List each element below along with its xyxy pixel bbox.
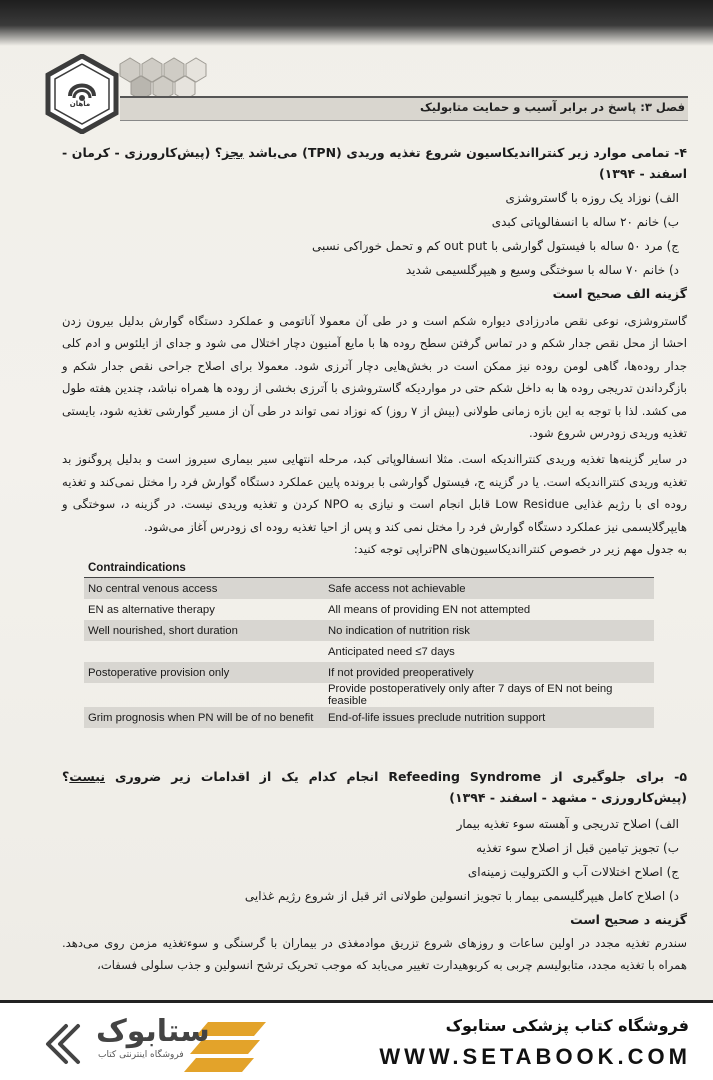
option-c: ج) اصلاح اختلالات آب و الکترولیت زمینه‌ای xyxy=(467,865,679,879)
question-5 xyxy=(62,766,687,977)
table-intro: به جدول مهم زیر در خصوص کنترااندیکاسیون‌های PNتراپی توجه کنید: xyxy=(353,542,687,557)
page-edge-shadow xyxy=(0,0,713,46)
question-4-title: ۴- تمامی موارد زیر کنترااندیکاسیون شروع تغذیه وریدی (TPN) می‌باشد بجز؟ (پیش‌کارورزی - کرمان - اسفند - ۱۳۹۴) xyxy=(62,145,687,181)
option-c: ج) مرد ۵۰ ساله با فیستول گوارشی با out put کم و تحمل خوراکی نسبی xyxy=(312,239,679,253)
option-d: د) خانم ۷۰ ساله با سوختگی وسیع و هیپرگلسیمی شدید xyxy=(405,263,679,277)
option-d: د) اصلاح کامل هیپرگلیسمی بیمار با تجویز انسولین طولانی اثر قبل از شروع رژیم غذایی xyxy=(244,889,679,903)
question-4-options xyxy=(62,186,687,282)
contraindication-cell: Well nourished, short duration xyxy=(84,620,324,641)
condition-cell: Provide postoperatively only after 7 days of EN not being feasible xyxy=(328,683,613,707)
explanation-paragraph: گاستروشزی، نوعی نقص مادرزادی دیواره شکم است و در طی آن معمولا آناتومی و عملکرد دستگاه گوارش بدلیل بیرون زدن احشا از محل نقص جدار شکم و در تماس گرفتن سطح روده ها با مایع آمنیون دچار اختلال می شود و جدای از ایلئوس و ادم کلی جدار روده‌ها، گاهی لومن روده نیز ممکن است در بخش‌هایی دچار آترزی شود. معمولا برای اصلاح جراحی نقص جدار شکم و بازگرداندن تدریجی روده ها به داخل شکم حتی در مواردیکه گاستروشزی با آترزی بخشی از روده ها همراه نباشد، چندین هفته طول می کشد. لذا با توجه به این بازه زمانی طولانی (بیش از ۷ روز) که نوزاد نمی تواند در طی آن از مسیر گوارشی تغذیه شود، بایستی تغذیه وریدی زودرس شروع شود. xyxy=(62,314,687,441)
condition-cell: Safe access not achievable xyxy=(324,578,654,600)
chapter-title: فصل ۳: پاسخ در برابر آسیب و حمایت متابولیک xyxy=(420,100,685,114)
table-row xyxy=(84,620,654,641)
table-row xyxy=(84,578,654,600)
store-footer-banner xyxy=(0,1000,713,1080)
contraindications-table xyxy=(84,560,654,728)
option-b: ب) تجویز تیامین قبل از اصلاح سوء تغذیه xyxy=(476,841,679,855)
question-5-options xyxy=(62,812,687,908)
table-row xyxy=(84,641,654,662)
contraindication-cell: EN as alternative therapy xyxy=(88,603,215,616)
table-row xyxy=(84,599,654,620)
condition-cell: End-of-life issues preclude nutrition support xyxy=(324,707,654,728)
condition-cell: No indication of nutrition risk xyxy=(324,620,654,641)
question-5-title: ۵- برای جلوگیری از Refeeding Syndrome انجام کدام یک از اقدامات زیر ضروری نیست؟ (پیش‌کارورزی - مشهد - اسفند - ۱۳۹۴) xyxy=(62,769,688,805)
footer-divider xyxy=(0,1000,713,1003)
condition-cell: If not provided preoperatively xyxy=(324,662,654,683)
mahan-hexagon-logo xyxy=(42,54,122,134)
question-4 xyxy=(62,142,687,560)
contraindication-cell: No central venous access xyxy=(84,578,324,600)
table-row xyxy=(84,683,654,707)
condition-cell: Anticipated need ≤7 days xyxy=(328,645,455,658)
contraindication-cell xyxy=(84,683,324,707)
question-5-underlined-word: نیست xyxy=(69,769,106,784)
store-title: فروشگاه کتاب پزشکی ستابوک xyxy=(445,1016,689,1035)
table-row xyxy=(84,707,654,728)
contraindication-cell xyxy=(84,641,324,662)
question-5-answer: گزینه د صحیح است xyxy=(570,912,687,927)
question-4-answer: گزینه الف صحیح است xyxy=(552,286,687,301)
condition-cell: All means of providing EN not attempted xyxy=(328,603,531,616)
question-4-underlined-word: بجز xyxy=(222,145,244,160)
table-header-row xyxy=(84,560,654,578)
option-a: الف) اصلاح تدریجی و آهسته سوء تغذیه بیمار xyxy=(456,817,679,831)
table-header: Contraindications xyxy=(84,560,654,578)
explanation-paragraph: در سایر گزینه‌ها تغذیه وریدی کنترااندیکه است. مثلا انسفالوپاتی کبد، مرحله انتهایی سیر بیماری سیروز است و بدلیل پروگنوز بد تغذیه وریدی کنترااندیکه است. یا در گزینه ج، فیستول گوارشی با برونده پایین عملکرد دستگاه گوارش فرد را مختل نمی‌کند و تغذیه روده ای با رژیم غذایی Low Residue قابل انجام است و نیازی به NPO کردن و تغذیه وریدی نیست. در گزینه د، سوختگی و هایپرگلایسمی نیز عملکرد دستگاه گوارش فرد را مختل نمی کند و پس از احیا تغذیه روده ای زودرس آغاز می‌شود. xyxy=(62,452,687,534)
logo-caption: ماهان xyxy=(69,100,91,108)
table-body xyxy=(84,578,654,729)
option-b: ب) خانم ۲۰ ساله با انسفالوپاتی کبدی xyxy=(491,215,679,229)
brand-name: ستابوک xyxy=(96,1014,210,1049)
explanation-paragraph: سندرم تغذیه مجدد در اولین ساعات و روزهای شروع تزریق موادمغذی در بیماران با گرسنگی و سوءتغذیه مزمن روی می‌دهد. همراه با تغذیه مجدد، متابولیسم چربی به کربوهیدارت تغییر می‌یابد که موجب تحریک ترشح انسولین و جذب سلولی فسفات، xyxy=(62,936,687,973)
store-url-link[interactable]: WWW.SETABOOK.COM xyxy=(379,1044,691,1069)
brand-tagline: فروشگاه اینترنتی کتاب xyxy=(98,1050,184,1060)
option-a: الف) نوزاد یک روزه با گاستروشزی xyxy=(505,191,679,205)
contraindication-cell: Postoperative provision only xyxy=(84,662,324,683)
contraindication-cell: Grim prognosis when PN will be of no benefit xyxy=(84,707,324,728)
table-row xyxy=(84,662,654,683)
